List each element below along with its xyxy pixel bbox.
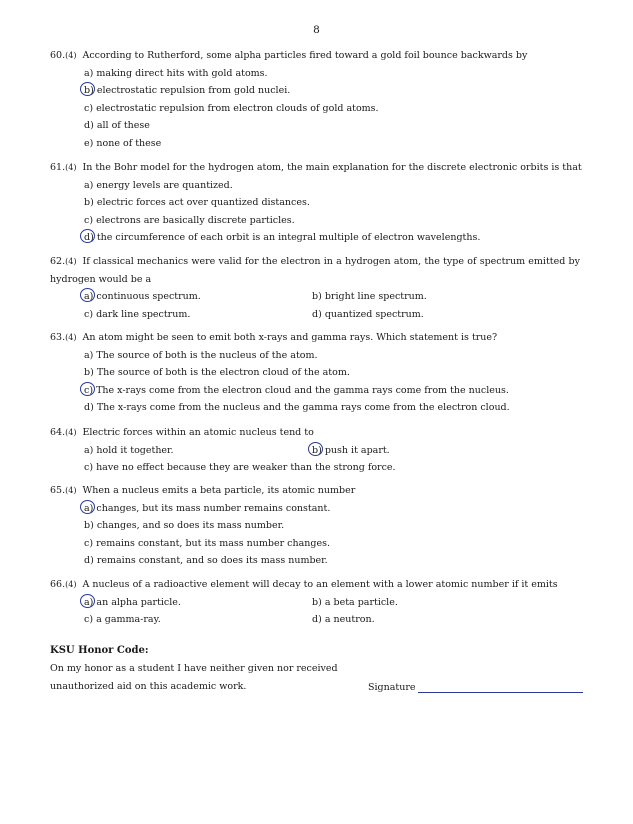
honor-code-title: KSU Honor Code: (50, 645, 149, 656)
question-number: 61. (50, 162, 66, 173)
question-number: 62. (50, 256, 66, 267)
option-a[interactable]: a) changes, but its mass number remains constant. (50, 500, 580, 518)
option-b[interactable]: b) bright line spectrum. (312, 291, 427, 303)
option-c[interactable]: c) a gamma-ray. (84, 614, 161, 626)
question-points: (4) (65, 486, 77, 495)
question-62 (50, 253, 580, 323)
option-c[interactable]: c) dark line spectrum. (84, 308, 191, 320)
option-d[interactable]: d) The x-rays come from the nucleus and the gamma rays come from the electron cloud. (84, 402, 510, 414)
option-e[interactable]: e) none of these (84, 137, 162, 149)
question-stem: When a nucleus emits a beta particle, its atomic number (82, 485, 356, 496)
question-63 (50, 329, 580, 417)
page-number: 8 (313, 24, 320, 36)
answer-circle (80, 500, 95, 514)
option-d[interactable]: d) remains constant, and so does its mass number. (84, 555, 328, 567)
question-number: 65. (50, 485, 66, 496)
option-c[interactable]: c) The x-rays come from the electron cloud and the gamma rays come from the nucleus. (50, 382, 580, 400)
option-b[interactable]: b) changes, and so does its mass number. (84, 520, 285, 532)
option-c[interactable]: c) electrons are basically discrete particles. (84, 214, 295, 226)
question-points: (4) (65, 51, 77, 60)
option-d[interactable]: d) the circumference of each orbit is an integral multiple of electron wavelengths. (50, 229, 580, 247)
answer-circle (80, 594, 95, 608)
option-a[interactable]: a) making direct hits with gold atoms. (84, 67, 268, 79)
option-c[interactable]: c) electrostatic repulsion from electron clouds of gold atoms. (84, 102, 379, 114)
option-a[interactable]: a) The source of both is the nucleus of the atom. (84, 349, 318, 361)
question-points: (4) (65, 428, 77, 437)
option-d[interactable]: d) a neutron. (312, 614, 375, 626)
option-d[interactable]: d) all of these (84, 120, 150, 132)
question-number: 64. (50, 427, 66, 438)
question-stem: An atom might be seen to emit both x-rays and gamma rays. Which statement is true? (82, 332, 498, 343)
option-b[interactable]: b) a beta particle. (312, 596, 398, 608)
option-c[interactable]: c) have no effect because they are weaker than the strong force. (84, 462, 396, 474)
option-b[interactable]: b) push it apart. (312, 442, 542, 460)
question-61 (50, 159, 580, 247)
question-66 (50, 576, 580, 629)
question-stem: According to Rutherford, some alpha particles fired toward a gold foil bounce backwards by (82, 50, 528, 61)
question-number: 60. (50, 50, 66, 61)
question-points: (4) (65, 580, 77, 589)
answer-circle (308, 442, 323, 456)
option-a[interactable]: a) hold it together. (84, 444, 174, 456)
option-a[interactable]: a) continuous spectrum. (50, 288, 312, 306)
question-points: (4) (65, 333, 77, 342)
option-a[interactable]: a) energy levels are quantized. (84, 179, 233, 191)
question-stem: A nucleus of a radioactive element will decay to an element with a lower atomic number if it emits (82, 579, 558, 590)
question-65 (50, 482, 580, 570)
question-number: 66. (50, 579, 66, 590)
question-stem: Electric forces within an atomic nucleus tend to (82, 427, 314, 438)
signature-field[interactable] (368, 681, 583, 693)
honor-code-line-1: On my honor as a student I have neither given nor received (50, 663, 338, 674)
question-stem: In the Bohr model for the hydrogen atom, the main explanation for the discrete electronic orbits is that (82, 162, 582, 173)
question-stem: If classical mechanics were valid for the electron in a hydrogen atom, the type of spectrum emitted by hydrogen would be a (50, 256, 580, 285)
signature-label: Signature (368, 682, 416, 693)
honor-code-line-2: unauthorized aid on this academic work. (50, 681, 247, 692)
option-b[interactable]: b) The source of both is the electron cloud of the atom. (84, 367, 350, 379)
answer-circle (80, 382, 95, 396)
question-number: 63. (50, 332, 66, 343)
option-d[interactable]: d) quantized spectrum. (312, 308, 424, 320)
signature-line[interactable] (418, 681, 583, 693)
question-points: (4) (65, 163, 77, 172)
question-60 (50, 47, 580, 153)
option-a[interactable]: a) an alpha particle. (50, 594, 312, 612)
question-64 (50, 424, 580, 477)
option-b[interactable]: b) electrostatic repulsion from gold nuclei. (50, 82, 580, 100)
question-points: (4) (65, 257, 77, 266)
option-b[interactable]: b) electric forces act over quantized distances. (84, 197, 310, 209)
option-c[interactable]: c) remains constant, but its mass number changes. (84, 537, 330, 549)
